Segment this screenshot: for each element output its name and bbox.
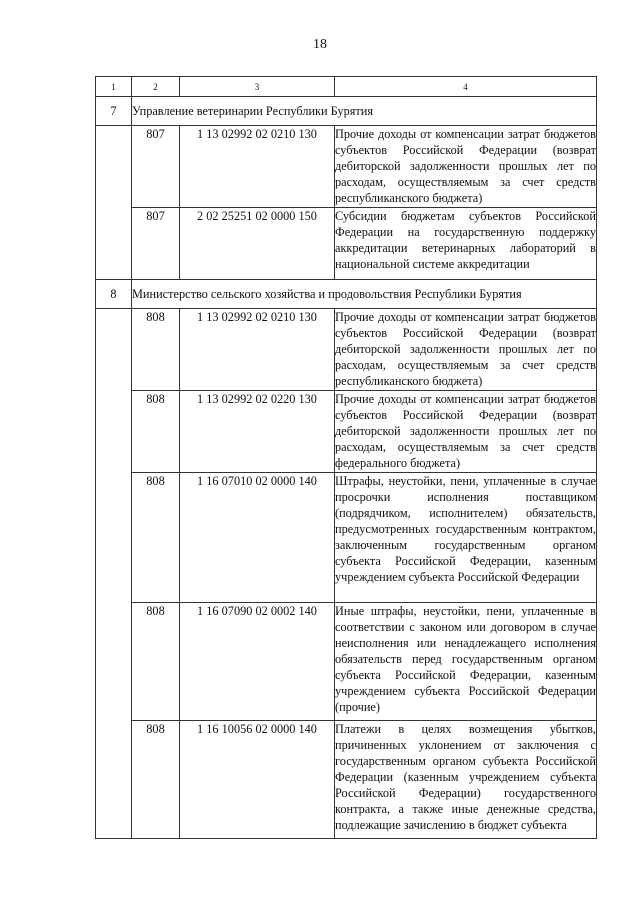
revenue-description: Штрафы, неустойки, пени, уплаченные в случае просрочки исполнения поставщиком (подрядчиком, исполнителем) обязательств, предусмотренных государственным контрактом, заключенным государственным органом субъекта Российской Федерации, казенным учреждением субъекта Российской Федерации [335,473,597,603]
revenue-table [95,76,597,839]
table-row [96,309,597,391]
empty-cell [96,309,132,839]
page-number: 18 [313,37,327,52]
revenue-description: Прочие доходы от компенсации затрат бюджетов субъектов Российской Федерации (возврат дебиторской задолженности прошлых лет по расходам, осуществляемым за счет средств республиканского бюджета) [335,309,597,391]
admin-code: 807 [132,208,180,280]
admin-code: 808 [132,473,180,603]
section-number: 7 [96,97,132,126]
revenue-description: Субсидии бюджетам субъектов Российской Федерации на государственную поддержку аккредитации ветеринарных лабораторий в национальной системе аккредитации [335,208,597,280]
column-header: 3 [180,77,335,97]
table-row [96,208,597,280]
section-row [96,97,597,126]
budget-classification-code: 2 02 25251 02 0000 150 [180,208,335,280]
budget-classification-code: 1 13 02992 02 0210 130 [180,309,335,391]
column-header: 1 [96,77,132,97]
revenue-description: Платежи в целях возмещения убытков, причиненных уклонением от заключения с государственным органом субъекта Российской Федерации (казенным учреждением субъекта Российской Федерации) государственного контракта, а также иные денежные средства, подлежащие зачислению в бюджет субъекта [335,721,597,839]
section-title: Министерство сельского хозяйства и продовольствия Республики Бурятия [132,280,597,309]
table-row [96,391,597,473]
admin-code: 808 [132,721,180,839]
section-number: 8 [96,280,132,309]
section-row [96,280,597,309]
table-row [96,473,597,603]
section-title: Управление ветеринарии Республики Бурятия [132,97,597,126]
admin-code: 808 [132,603,180,721]
budget-classification-code: 1 13 02992 02 0210 130 [180,126,335,208]
column-header: 2 [132,77,180,97]
revenue-description: Прочие доходы от компенсации затрат бюджетов субъектов Российской Федерации (возврат дебиторской задолженности прошлых лет по расходам, осуществляемым за счет средств федерального бюджета) [335,391,597,473]
admin-code: 808 [132,309,180,391]
revenue-description: Иные штрафы, неустойки, пени, уплаченные в соответствии с законом или договором в случае неисполнения или ненадлежащего исполнения обязательств перед государственным органом субъекта Российской Федерации, казенным учреждением субъекта Российской Федерации (прочие) [335,603,597,721]
revenue-description: Прочие доходы от компенсации затрат бюджетов субъектов Российской Федерации (возврат дебиторской задолженности прошлых лет по расходам, осуществляемым за счет средств республиканского бюджета) [335,126,597,208]
budget-classification-code: 1 16 10056 02 0000 140 [180,721,335,839]
empty-cell [96,126,132,280]
column-header: 4 [335,77,597,97]
admin-code: 807 [132,126,180,208]
table-row [96,126,597,208]
budget-classification-code: 1 16 07010 02 0000 140 [180,473,335,603]
table-row [96,603,597,721]
table-header-row [96,77,597,97]
budget-classification-code: 1 13 02992 02 0220 130 [180,391,335,473]
budget-classification-code: 1 16 07090 02 0002 140 [180,603,335,721]
admin-code: 808 [132,391,180,473]
table-row [96,721,597,839]
